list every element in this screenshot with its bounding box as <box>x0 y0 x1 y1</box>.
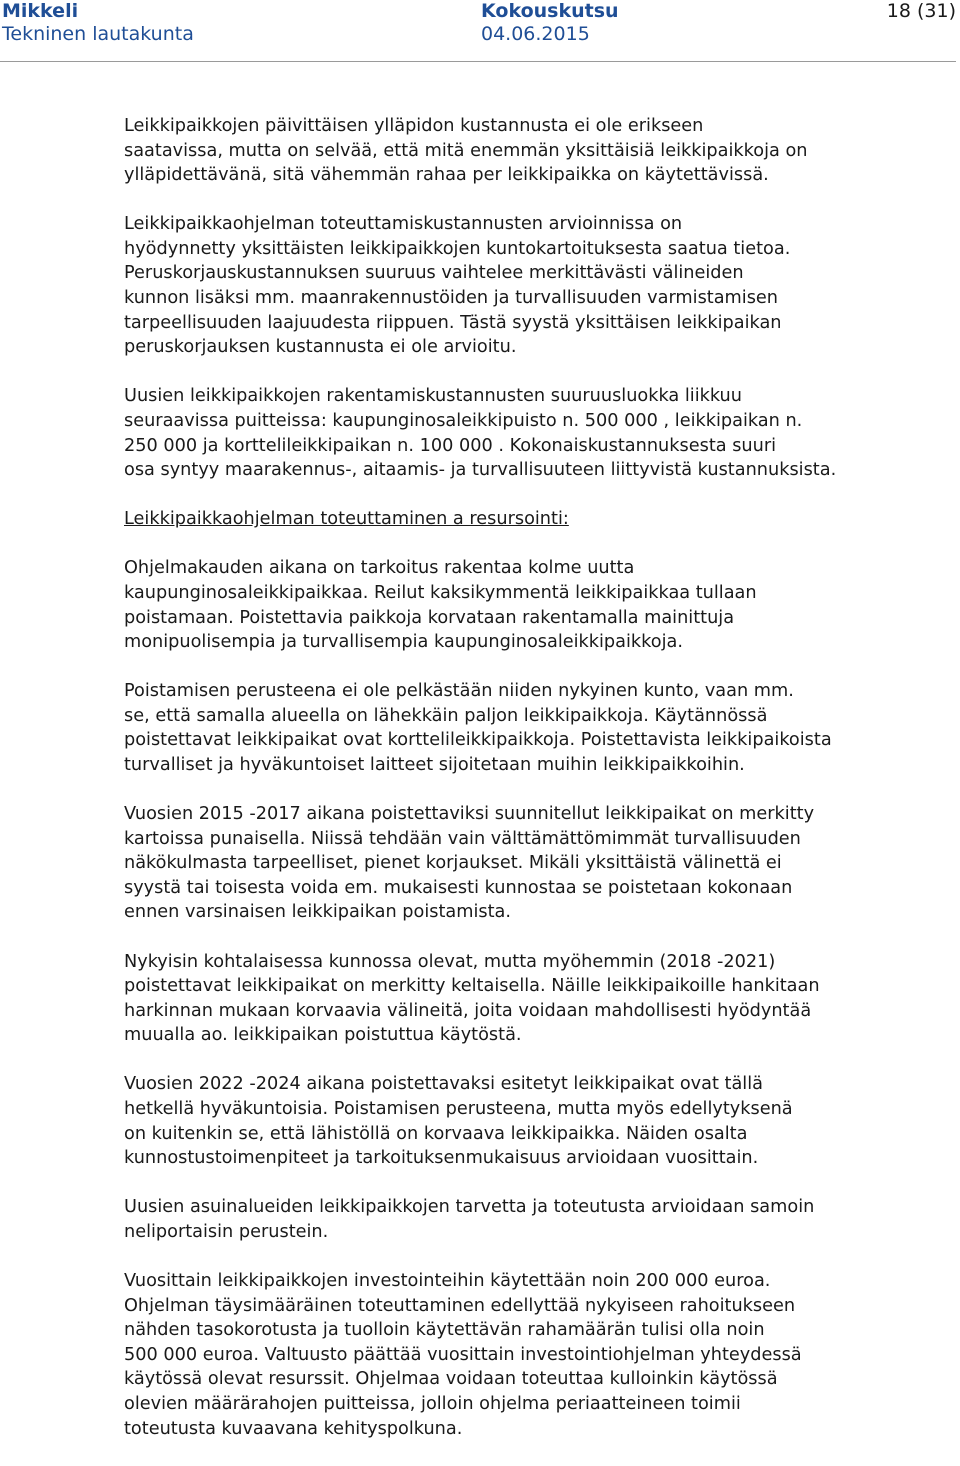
text-line: Vuosien 2015 -2017 aikana poistettaviksi suunnitellut leikkipaikat on merkitty <box>124 804 815 825</box>
text-line: saatavissa, mutta on selvää, että mitä enemmän yksittäisiä leikkipaikkoja on <box>124 140 808 161</box>
paragraph <box>124 212 924 360</box>
paragraph <box>124 1269 924 1441</box>
org-name: Mikkeli <box>2 0 79 22</box>
text-line: 500 000 euroa. Valtuusto päättää vuosittain investointiohjelman yhteydessä <box>124 1344 802 1365</box>
document-type: Kokouskutsu <box>481 0 619 22</box>
text-line: poistettavat leikkipaikat ovat korttelileikkipaikkoja. Poistettavista leikkipaikoista <box>124 730 832 751</box>
text-line: osa syntyy maarakennus-, aitaamis- ja turvallisuuteen liittyvistä kustannuksista. <box>124 460 837 481</box>
document-body <box>124 114 924 1466</box>
text-line: toteutusta kuvaavana kehityspolkuna. <box>124 1418 463 1439</box>
paragraph <box>124 802 924 925</box>
text-line: hyödynnetty yksittäisten leikkipaikkojen kuntokartoituksesta saatua tietoa. <box>124 238 791 259</box>
text-line: Nykyisin kohtalaisessa kunnossa olevat, mutta myöhemmin (2018 -2021) <box>124 951 776 972</box>
text-line: neliportaisin perustein. <box>124 1221 329 1242</box>
paragraph <box>124 1072 924 1170</box>
text-line: seuraavissa puitteissa: kaupunginosaleikkipuisto n. 500 000 , leikkipaikan n. <box>124 410 803 431</box>
text-line: Ohjelmakauden aikana on tarkoitus rakentaa kolme uutta <box>124 558 635 579</box>
text-line: muualla ao. leikkipaikan poistuttua käytöstä. <box>124 1025 522 1046</box>
text-line: Leikkipaikkaohjelman toteuttamiskustannusten arvioinnissa on <box>124 214 683 235</box>
text-line: näkökulmasta tarpeelliset, pienet korjaukset. Mikäli yksittäistä välinettä ei <box>124 853 782 874</box>
section-heading <box>124 507 924 532</box>
text-line: ennen varsinaisen leikkipaikan poistamista. <box>124 902 512 923</box>
header-divider <box>0 61 956 62</box>
text-line: se, että samalla alueella on lähekkäin paljon leikkipaikkoja. Käytännössä <box>124 705 768 726</box>
text-line: Peruskorjauskustannuksen suuruus vaihtelee merkittävästi välineiden <box>124 263 744 284</box>
text-line: on kuitenkin se, että lähistöllä on korvaava leikkipaikka. Näiden osalta <box>124 1123 748 1144</box>
text-line: Leikkipaikkojen päivittäisen ylläpidon kustannusta ei ole erikseen <box>124 116 704 136</box>
text-line: Uusien asuinalueiden leikkipaikkojen tarvetta ja toteutusta arvioidaan samoin <box>124 1197 815 1218</box>
text-line: Poistamisen perusteena ei ole pelkästään niiden nykyinen kunto, vaan mm. <box>124 681 794 702</box>
paragraph <box>124 384 924 482</box>
text-line: hetkellä hyväkuntoisia. Poistamisen perusteena, mutta myös edellytyksenä <box>124 1099 793 1119</box>
text-line: harkinnan mukaan korvaavia välineitä, joita voidaan mahdollisesti hyödyntää <box>124 1000 812 1021</box>
text-line: Ohjelman täysimääräinen toteuttaminen edellyttää nykyiseen rahoitukseen <box>124 1295 796 1316</box>
paragraph <box>124 950 924 1048</box>
text-line: kaupunginosaleikkipaikkaa. Reilut kaksikymmentä leikkipaikkaa tullaan <box>124 582 757 603</box>
page-number: 18 (31) <box>886 0 956 22</box>
text-line: poistettavat leikkipaikat on merkitty keltaisella. Näille leikkipaikoille hankitaan <box>124 976 820 997</box>
text-line: tarpeellisuuden laajuudesta riippuen. Tästä syystä yksittäisen leikkipaikan <box>124 312 782 333</box>
text-line: peruskorjauksen kustannusta ei ole arvioitu. <box>124 337 517 358</box>
text-line: Leikkipaikkaohjelman toteuttaminen a resursointi: <box>124 509 569 530</box>
text-line: poistamaan. Poistettavia paikkoja korvataan rakentamalla mainittuja <box>124 607 735 628</box>
text-line: ylläpidettävänä, sitä vähemmän rahaa per leikkipaikka on käytettävissä. <box>124 165 769 186</box>
text-line: Vuosittain leikkipaikkojen investointeihin käytettään noin 200 000 euroa. <box>124 1270 771 1291</box>
paragraph <box>124 679 924 777</box>
text-line: kunnon lisäksi mm. maanrakennustöiden ja turvallisuuden varmistamisen <box>124 288 779 309</box>
paragraph <box>124 114 924 188</box>
committee-name: Tekninen lautakunta <box>2 23 194 45</box>
text-line: monipuolisempia ja turvallisempia kaupunginosaleikkipaikkoja. <box>124 632 683 653</box>
text-line: kunnostustoimenpiteet ja tarkoituksenmukaisuus arvioidaan vuosittain. <box>124 1148 759 1169</box>
page-header <box>0 0 960 62</box>
text-line: Uusien leikkipaikkojen rakentamiskustannusten suuruusluokka liikkuu <box>124 386 742 407</box>
text-line: syystä tai toisesta voida em. mukaisesti kunnostaa se poistetaan kokonaan <box>124 877 793 898</box>
paragraph <box>124 1195 924 1244</box>
text-line: nähden tasokorotusta ja tuolloin käytettävän rahamäärän tulisi olla noin <box>124 1320 765 1341</box>
paragraph <box>124 556 924 654</box>
text-line: turvalliset ja hyväkuntoiset laitteet sijoitetaan muihin leikkipaikkoihin. <box>124 754 745 775</box>
text-line: käytössä olevat resurssit. Ohjelmaa voidaan toteuttaa kulloinkin käytössä <box>124 1369 778 1390</box>
text-line: olevien määrärahojen puitteissa, jolloin ohjelma periaatteineen toimii <box>124 1393 741 1414</box>
text-line: 250 000 ja korttelileikkipaikan n. 100 000 . Kokonaiskustannuksesta suuri <box>124 435 777 456</box>
text-line: kartoissa punaisella. Niissä tehdään vain välttämättömimmät turvallisuuden <box>124 828 801 849</box>
text-line: Vuosien 2022 -2024 aikana poistettavaksi esitetyt leikkipaikat ovat tällä <box>124 1074 763 1095</box>
meeting-date: 04.06.2015 <box>481 23 590 45</box>
